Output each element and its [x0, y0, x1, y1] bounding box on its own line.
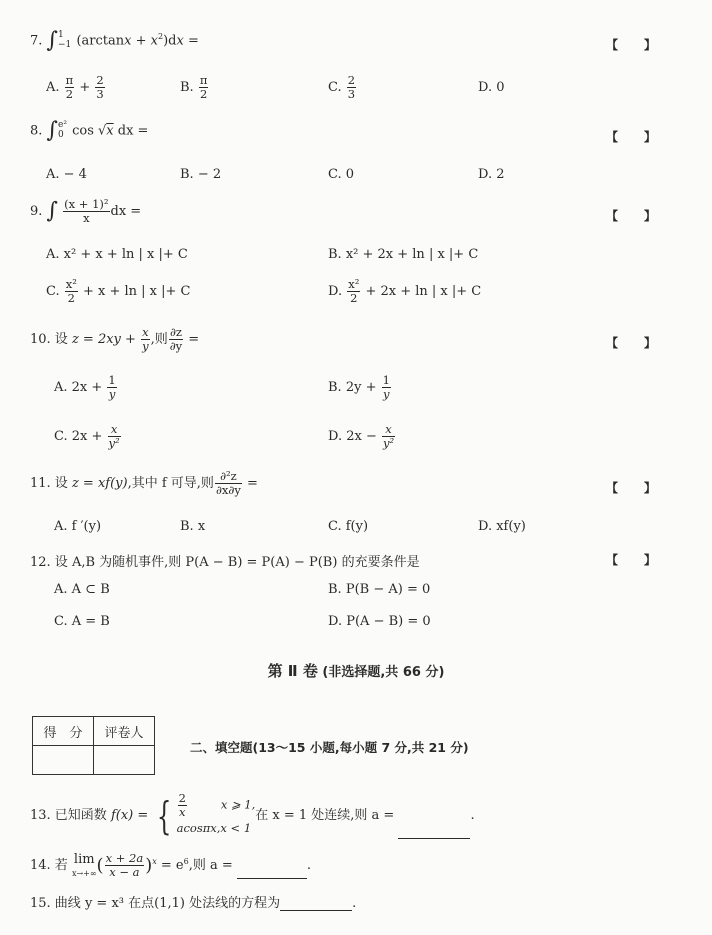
option-a: A. 2x + $\frac{1}{y}$ — [54, 373, 116, 402]
option-b: B. P(B − A) = 0 — [328, 582, 431, 597]
option-a: A. $\frac{\pi}{2}$ + $\frac{2}{3}$ — [46, 73, 104, 102]
option-b: B. 2y + $\frac{1}{y}$ — [328, 373, 390, 402]
integral-limits: e² 0 — [58, 120, 67, 140]
integral-limits: 1 −1 — [58, 30, 72, 50]
option-d: D. 2 — [478, 167, 505, 182]
answer-bracket: 【 】 — [606, 130, 656, 144]
option-b: B. − 2 — [180, 167, 222, 182]
option-c: C. 0 — [328, 167, 355, 182]
option-b: B. x² + 2x + ln | x |+ C — [328, 247, 479, 262]
option-c: C. 2x + $\frac{x}{\text{y²}}$ — [54, 422, 120, 451]
answer-blank[interactable] — [237, 878, 307, 879]
integral-sign: ∫ — [46, 118, 59, 143]
grader-cell[interactable] — [94, 746, 155, 775]
option-c: C. f(y) — [328, 519, 369, 534]
answer-bracket: 【 】 — [606, 38, 656, 52]
answer-bracket: 【 】 — [606, 553, 656, 567]
option-c: C. $\frac{2}{3}$ — [328, 73, 356, 102]
answer-blank[interactable] — [398, 838, 470, 839]
question-14: 14. 若 lim x→+∞( $\frac{x + 2a}{x - a}$ )$^x = e^6$,则 a = . — [30, 851, 312, 880]
option-d: D. 0 — [478, 80, 505, 95]
option-a: A. x² + x + ln | x |+ C — [46, 247, 188, 262]
question-8: 8. ∫e² 0 cos √x dx = — [30, 118, 149, 143]
score-cell[interactable] — [33, 746, 94, 775]
section-title: 第 Ⅱ 卷 (非选择题,共 66 分) — [267, 662, 445, 680]
answer-bracket: 【 】 — [606, 481, 656, 495]
question-9: 9. ∫ $\frac{\text{(x + 1)²}}{x}$ dx = — [30, 197, 142, 226]
score-table — [32, 716, 155, 775]
integral-sign: ∫ — [46, 28, 59, 53]
brace: { — [157, 793, 172, 838]
question-15: 15. 曲线 y = x³ 在点(1,1) 处法线的方程为 . — [30, 896, 357, 911]
grader-header: 评卷人 — [94, 717, 155, 746]
option-d: D. P(A − B) = 0 — [328, 614, 431, 629]
option-a: A. A ⊂ B — [54, 582, 110, 597]
piecewise-cases: $\frac{2}{x}$ x ⩾ 1, acosπx,x < 1 — [176, 791, 256, 836]
option-d: D. $\frac{\text{x²}}{2}$ + 2x + ln | x |+ C — [328, 277, 482, 306]
option-c: C. $\frac{\text{x²}}{2}$ + x + ln | x |+ C — [46, 277, 191, 306]
question-13: 13. 已知函数 f(x) = { $\frac{2}{x}$ x ⩾ 1, acosπx,x < 1在 x = 1 处连续,则 a = . — [30, 791, 475, 838]
option-c: C. A = B — [54, 614, 110, 629]
answer-blank[interactable] — [280, 910, 352, 911]
option-b: B. x — [180, 519, 206, 534]
integral-sign: ∫ — [46, 198, 59, 224]
limit: lim x→+∞ — [71, 851, 97, 878]
question-10: 10. 设 z = 2xy + $\frac{x}{y}$ ,则 $\frac{\partial z}{\partial y}$ = — [30, 325, 200, 354]
question-12: 12. 设 A,B 为随机事件,则 P(A − B) = P(A) − P(B) 的充要条件是 — [30, 555, 420, 570]
part-heading: 二、填空题(13～15 小题,每小题 7 分,共 21 分) — [190, 740, 469, 755]
option-a: A. − 4 — [46, 167, 87, 182]
option-d: D. 2x − $\frac{x}{\text{y²}}$ — [328, 422, 395, 451]
option-a: A. f ′(y) — [54, 519, 102, 534]
option-b: B. $\frac{\pi}{2}$ — [180, 73, 208, 102]
question-11: 11. 设 z = xf(y),其中 f 可导,则 $\frac{\text{∂²z}}{\partial x\partial y}$ = — [30, 469, 258, 498]
answer-bracket: 【 】 — [606, 209, 656, 223]
option-d: D. xf(y) — [478, 519, 526, 534]
score-header: 得 分 — [33, 717, 94, 746]
answer-bracket: 【 】 — [606, 336, 656, 350]
question-7: 7. ∫1 −1 $(\arctan x + x^2)dx$ = — [30, 28, 199, 53]
